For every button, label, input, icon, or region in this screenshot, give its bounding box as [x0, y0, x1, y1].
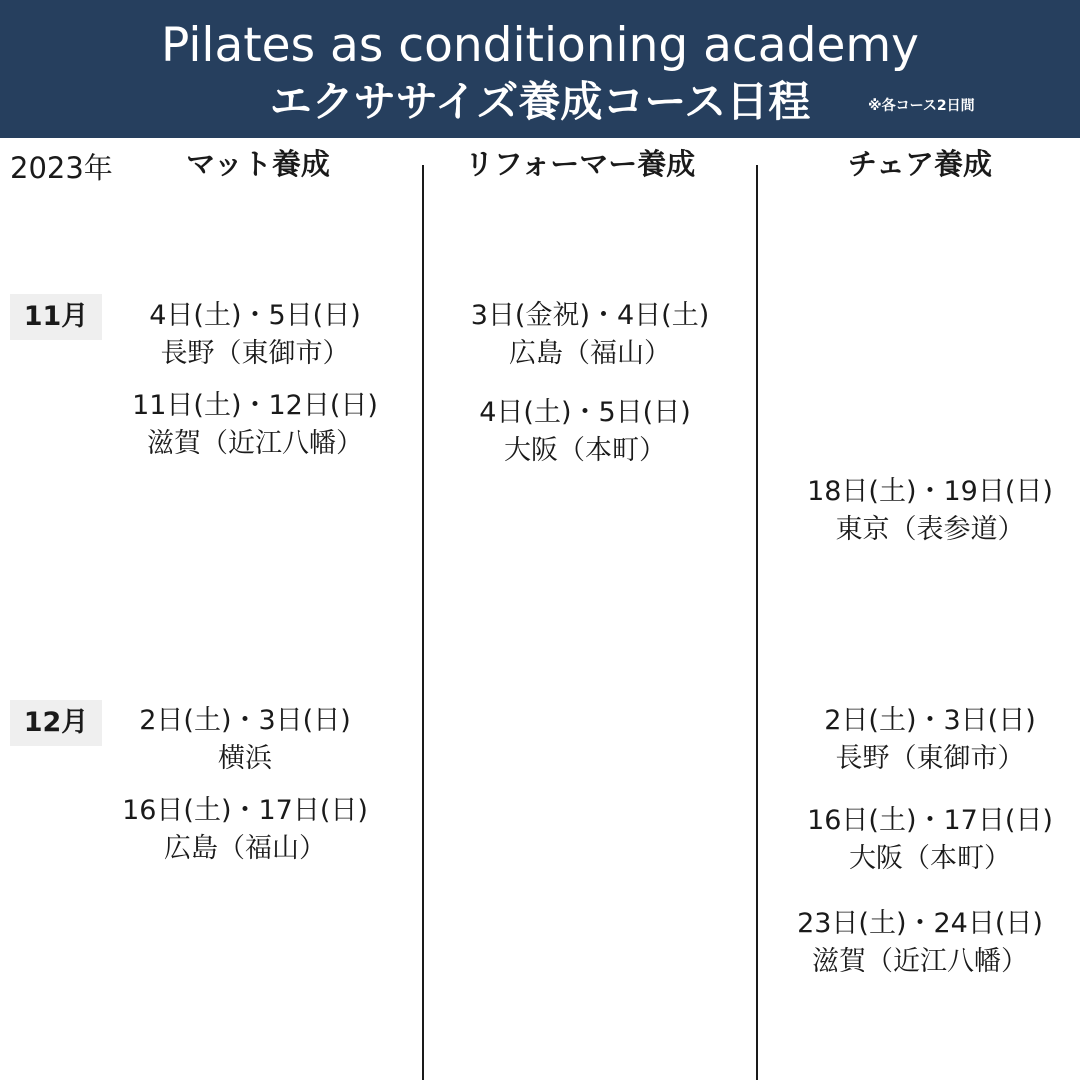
- schedule-entry: [780, 473, 1080, 549]
- entry-dates: 4日(土)・5日(日): [149, 300, 361, 331]
- entry-dates: 3日(金祝)・4日(土): [470, 300, 710, 331]
- schedule-entry: [780, 802, 1080, 878]
- entry-place: 大阪（本町）: [849, 843, 1011, 874]
- entry-dates: 18日(土)・19日(日): [807, 476, 1053, 507]
- entry-dates: 16日(土)・17日(日): [122, 795, 368, 826]
- column-divider: [756, 165, 758, 1080]
- schedule-entry: [110, 387, 400, 463]
- column-title-chair: チェア養成: [847, 147, 993, 181]
- entry-place: 横浜: [218, 743, 272, 774]
- column-title-mat: マット養成: [186, 147, 330, 181]
- duration-note: ※各コース2日間: [868, 98, 975, 114]
- schedule-entry: [110, 297, 400, 373]
- entry-place: 広島（福山）: [509, 338, 671, 369]
- page-subtitle: エクササイズ養成コース日程: [269, 77, 811, 126]
- entry-place: 長野（東御市）: [160, 338, 350, 369]
- schedule-entry: [440, 297, 740, 373]
- entry-dates: 2日(土)・3日(日): [824, 705, 1036, 736]
- entry-place: 長野（東御市）: [835, 743, 1025, 774]
- schedule-entry: [435, 394, 735, 470]
- entry-dates: 2日(土)・3日(日): [139, 705, 351, 736]
- header-banner: [0, 0, 1080, 138]
- entry-place: 広島（福山）: [164, 833, 326, 864]
- entry-place: 滋賀（近江八幡）: [812, 946, 1028, 977]
- entry-place: 大阪（本町）: [504, 435, 666, 466]
- entry-dates: 16日(土)・17日(日): [807, 805, 1053, 836]
- page-title: Pilates as conditioning academy: [161, 18, 919, 73]
- month-label-november: 11月: [10, 294, 102, 340]
- schedule-entry: [100, 702, 390, 778]
- year-label: 2023年: [10, 151, 113, 185]
- entry-dates: 11日(土)・12日(日): [132, 390, 378, 421]
- entry-place: 滋賀（近江八幡）: [147, 428, 363, 459]
- schedule-entry: [100, 792, 390, 868]
- column-divider: [422, 165, 424, 1080]
- entry-place: 東京（表参道）: [835, 514, 1025, 545]
- entry-dates: 4日(土)・5日(日): [479, 397, 691, 428]
- month-label-december: 12月: [10, 700, 102, 746]
- schedule-entry: [770, 905, 1070, 981]
- column-title-reformer: リフォーマー養成: [464, 147, 696, 181]
- entry-dates: 23日(土)・24日(日): [797, 908, 1043, 939]
- schedule-entry: [780, 702, 1080, 778]
